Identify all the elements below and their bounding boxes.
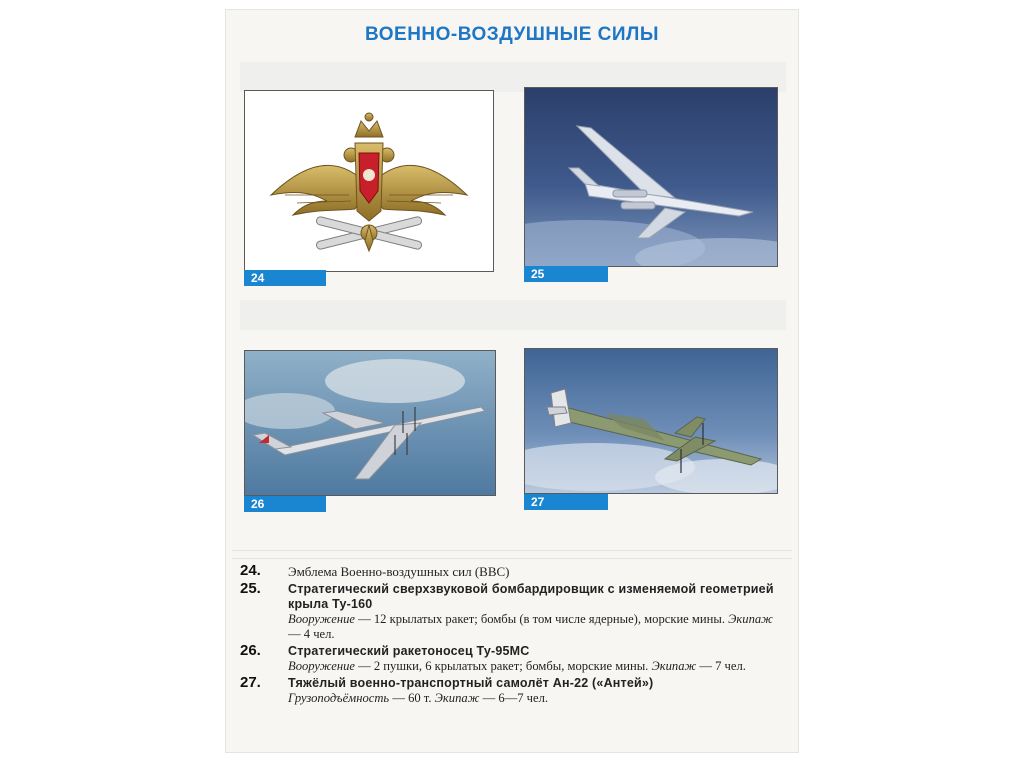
page-title: ВОЕННО-ВОЗДУШНЫЕ СИЛЫ [365, 24, 659, 45]
caption-26 [234, 644, 786, 674]
caption-heading: Стратегический ракетоносец Ту-95МС [288, 644, 530, 658]
air-force-emblem-icon [245, 91, 493, 271]
figure-27-photo [524, 348, 778, 494]
figure-24-badge: 24 [244, 270, 326, 286]
caption-25 [234, 582, 786, 642]
figure-25-photo [524, 87, 778, 267]
background-band [240, 300, 786, 330]
caption-detail [288, 691, 786, 706]
caption-27 [234, 676, 786, 706]
caption-detail [288, 612, 786, 642]
detail-label: Экипаж [651, 659, 697, 673]
detail-label: Экипаж [434, 691, 480, 705]
figure-26-photo [244, 350, 496, 496]
caption-number: 24. [240, 562, 261, 579]
tu95ms-bomber-icon [245, 351, 495, 495]
tu160-bomber-icon [525, 88, 777, 266]
an22-transport-icon [525, 349, 777, 493]
detail-value: — 60 т. [389, 691, 435, 705]
caption-heading: Тяжёлый военно-транспортный самолёт Ан-22 («Антей») [288, 676, 654, 690]
show-through-line [232, 558, 792, 559]
figure-27-badge: 27 [524, 494, 608, 510]
caption-heading: Стратегический сверхзвуковой бомбардировщик с изменяемой геометрией крыла Ту-160 [288, 582, 774, 611]
detail-value: — 4 чел. [288, 627, 335, 641]
caption-number: 26. [240, 642, 261, 659]
caption-number: 27. [240, 674, 261, 691]
captions-block [234, 564, 786, 706]
detail-value: — 2 пушки, 6 крылатых ракет; бомбы, морские мины. [354, 659, 652, 673]
caption-text: Эмблема Военно-воздушных сил (ВВС) [288, 564, 510, 579]
detail-label: Экипаж [728, 612, 773, 626]
textbook-page [226, 10, 798, 752]
caption-number: 25. [240, 580, 261, 597]
detail-label: Грузоподъёмность [288, 691, 390, 705]
detail-label: Вооружение [288, 659, 355, 673]
figure-24-photo [244, 90, 494, 272]
detail-value: — 7 чел. [696, 659, 746, 673]
caption-24 [234, 564, 786, 580]
caption-detail [288, 659, 786, 674]
figure-26-badge: 26 [244, 496, 326, 512]
detail-value: — 6—7 чел. [479, 691, 549, 705]
detail-value: — 12 крылатых ракет; бомбы (в том числе ядерные), морские мины. [354, 612, 729, 626]
figure-25-badge: 25 [524, 266, 608, 282]
show-through-line [232, 550, 792, 551]
detail-label: Вооружение [288, 612, 355, 626]
